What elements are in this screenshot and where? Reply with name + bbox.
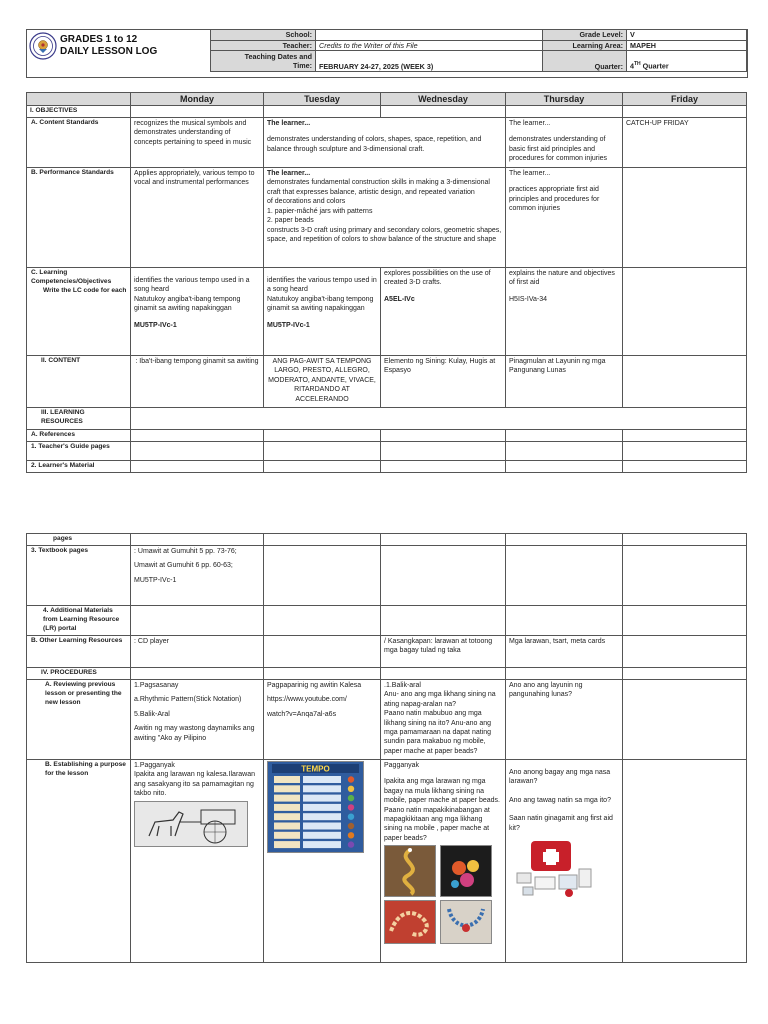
ps-thu-intro: The learner... bbox=[509, 170, 551, 178]
quarter-number: 4 bbox=[630, 61, 634, 71]
ps-tue-intro: The learner... bbox=[267, 170, 311, 178]
content-standards-label: A. Content Standards bbox=[27, 118, 131, 168]
cs-tue-intro: The learner... bbox=[267, 120, 311, 128]
tempo-animal-icon bbox=[348, 776, 354, 782]
other-resources-label: B. Other Learning Resources bbox=[27, 635, 131, 667]
day-header-tuesday: Tuesday bbox=[264, 93, 381, 106]
lesson-table-page-1 bbox=[26, 92, 747, 473]
tempo-term-box bbox=[274, 822, 300, 829]
rv-tue-link-1[interactable]: https://www.youtube.com/ bbox=[267, 696, 347, 704]
tb-mon-line-1: : Umawit at Gumuhit 5 pp. 73-76; bbox=[134, 547, 237, 555]
paper-beads-image bbox=[384, 900, 436, 944]
quarter-value bbox=[627, 51, 747, 72]
document-title bbox=[60, 34, 157, 58]
content-monday: : Iba't-ibang tempong ginamit sa awiting bbox=[131, 356, 264, 408]
kalesa-image bbox=[134, 801, 248, 847]
teachers-guide-label: 1. Teacher's Guide pages bbox=[27, 441, 131, 460]
pu-wed-line-3: Paano natin mapakikinabangan at mapagkikitaan ang mga likhang sining na mobile , paper mache at paper beads? bbox=[384, 806, 490, 842]
tempo-animal-icon bbox=[348, 832, 354, 838]
first-aid-kit-image bbox=[509, 835, 599, 901]
tempo-chart-image bbox=[267, 761, 364, 853]
area-value: MAPEH bbox=[627, 40, 747, 51]
cs-monday: recognizes the musical symbols and demonstrates understanding of concepts pertaining to speed in music bbox=[131, 118, 264, 168]
tempo-desc-box bbox=[303, 822, 341, 829]
lc-thu-line-1: explains the nature and objectives of first aid bbox=[509, 270, 615, 287]
cs-friday: CATCH-UP FRIDAY bbox=[623, 118, 747, 168]
rv-mon-line-1: 1.Pagsasanay bbox=[134, 681, 179, 689]
rv-wed-line-1: .1.Balik-aral bbox=[384, 681, 421, 689]
tempo-animal-icon bbox=[348, 795, 354, 801]
competencies-label bbox=[27, 268, 131, 356]
pu-mon-line-2: Ipakita ang larawan ng kalesa.Ilarawan ang sasakyang ito sa pamamagitan ng takbo nito. bbox=[134, 771, 256, 798]
reviewing-label: A. Reviewing previous lesson or presenting the new lesson bbox=[27, 679, 131, 759]
tempo-desc-box bbox=[303, 813, 341, 820]
pu-thu-line-3: Saan natin ginagamit ang first aid kit? bbox=[509, 815, 613, 832]
quarter-label: Quarter: bbox=[543, 51, 627, 72]
school-value bbox=[316, 30, 543, 41]
lesson-table-page-2 bbox=[26, 533, 747, 963]
tempo-term-box bbox=[274, 794, 300, 801]
grade-label: Grade Level: bbox=[543, 30, 627, 41]
content-tuesday: ANG PAG-AWIT SA TEMPONG LARGO, PRESTO, ALLEGRO, MODERATO, ANDANTE, VIVACE, RITARDANDO AT ACCELERANDO bbox=[264, 356, 381, 408]
competencies-line-1: C. Learning Competencies/Objectives bbox=[31, 269, 112, 285]
textbook-monday bbox=[131, 545, 264, 605]
tempo-desc-box bbox=[303, 832, 341, 839]
purpose-monday bbox=[131, 759, 264, 962]
ps-tue-line-2: demonstrates fundamental construction skills in making a 3-dimensional craft that expresses balance, artistic design, and repeated variation bbox=[267, 179, 490, 196]
lc-mon-line-2: Natutukoy angiba't-ibang tempong ginamit sa awiting napakinggan bbox=[134, 295, 241, 313]
ps-thu-text: practices appropriate first aid principles and procedures for common injuries bbox=[509, 186, 600, 213]
ps-tue-line-4: 1. papier-mâché jars with patterns bbox=[267, 207, 373, 215]
title-line-1: GRADES 1 to 12 bbox=[60, 34, 138, 45]
purpose-wednesday bbox=[381, 759, 506, 962]
rv-wed-line-2: Anu- ano ang mga likhang sining na ating napag-aralan na? bbox=[384, 691, 496, 708]
corner-cell bbox=[27, 93, 131, 106]
lc-tue-line-1: identifies the various tempo used in a song heard bbox=[267, 277, 377, 294]
review-monday bbox=[131, 679, 264, 759]
lc-tue-code: MU5TP-IVc-1 bbox=[267, 321, 310, 329]
textbook-label: 3. Textbook pages bbox=[27, 545, 131, 605]
tempo-desc-box bbox=[303, 841, 341, 848]
day-header-monday: Monday bbox=[131, 93, 264, 106]
rv-tue-line-1: Pagpaparinig ng awitin Kalesa bbox=[267, 681, 362, 689]
lc-wed-line-1: explores possibilities on the use of created 3-D crafts. bbox=[384, 270, 491, 287]
purpose-thursday bbox=[506, 759, 623, 962]
pages-label: pages bbox=[27, 534, 131, 546]
quarter-sup: TH bbox=[634, 61, 641, 68]
pu-thu-line-2: Ano ang tawag natin sa mga ito? bbox=[509, 796, 611, 804]
review-tuesday bbox=[264, 679, 381, 759]
tempo-desc-box bbox=[303, 804, 341, 811]
tempo-desc-box bbox=[303, 794, 341, 801]
ps-tue-line-3: of decorations and colors bbox=[267, 198, 346, 206]
lc-thursday bbox=[506, 268, 623, 356]
content-heading: II. CONTENT bbox=[27, 356, 131, 408]
tempo-chart-title: TEMPO bbox=[301, 764, 330, 774]
quarter-suffix: Quarter bbox=[640, 61, 669, 71]
pu-mon-line-1: 1.Pagganyak bbox=[134, 761, 175, 769]
lc-wednesday bbox=[381, 268, 506, 356]
tempo-desc-box bbox=[303, 785, 341, 792]
tempo-term-box bbox=[274, 841, 300, 848]
objectives-heading: I. OBJECTIVES bbox=[27, 106, 131, 118]
cs-tuesday-wednesday bbox=[264, 118, 506, 168]
pu-wed-line-2: Ipakita ang mga larawan ng mga bagay na mula likhang sining na mobile, paper mache at paper beads. bbox=[384, 778, 500, 805]
dates-label-line-2: Time: bbox=[292, 61, 312, 71]
rv-wed-line-3: Paano natin mabubuo ang mga likhang sining na ito? Anu-ano ang mga pamamaraan na dapat nating sundin para makabuo ng mobile, paper mache at paper beads? bbox=[384, 710, 492, 755]
pu-thu-line-1: Ano anong bagay ang mga nasa larawan? bbox=[509, 768, 611, 786]
tempo-term-box bbox=[274, 832, 300, 839]
olr-monday: : CD player bbox=[131, 635, 264, 667]
tempo-animal-icon bbox=[348, 813, 354, 819]
day-header-thursday: Thursday bbox=[506, 93, 623, 106]
tempo-term-box bbox=[274, 813, 300, 820]
references-label: A. References bbox=[27, 430, 131, 442]
learning-resources-heading: III. LEARNING RESOURCES bbox=[27, 408, 131, 430]
tb-mon-line-2: Umawit at Gumuhit 6 pp. 60-63; bbox=[134, 562, 233, 570]
grade-value: V bbox=[627, 30, 747, 41]
school-label: School: bbox=[211, 30, 316, 41]
bead-necklace-image bbox=[440, 900, 492, 944]
rv-mon-line-2: a.Rhythmic Pattern(Stick Notation) bbox=[134, 696, 242, 704]
review-thursday: Ano ano ang layunin ng pangunahing lunas? bbox=[506, 679, 623, 759]
lc-mon-line-1: identifies the various tempo used in a song heard bbox=[134, 277, 250, 294]
teacher-value: Credits to the Writer of this File bbox=[316, 40, 543, 51]
mobile-craft-image bbox=[384, 845, 436, 897]
additional-materials-label: 4. Additional Materials from Learning Resource (LR) portal bbox=[27, 605, 131, 635]
crafts-images-row-2 bbox=[384, 900, 502, 944]
performance-standards-label: B. Performance Standards bbox=[27, 168, 131, 268]
tempo-term-box bbox=[274, 804, 300, 811]
olr-thursday: Mga larawan, tsart, meta cards bbox=[506, 635, 623, 667]
purpose-label: B. Establishing a purpose for the lesson bbox=[27, 759, 131, 962]
content-thursday: Pinagmulan at Layunin ng mga Pangunang Lunas bbox=[506, 356, 623, 408]
tempo-desc-box bbox=[303, 776, 341, 783]
cs-thursday bbox=[506, 118, 623, 168]
tempo-animal-icon bbox=[348, 804, 354, 810]
tempo-term-box bbox=[274, 785, 300, 792]
teacher-label: Teacher: bbox=[211, 40, 316, 51]
lc-wed-code: A5EL-IVc bbox=[384, 295, 415, 303]
procedures-heading: IV. PROCEDURES bbox=[27, 667, 131, 679]
lc-mon-code: MU5TP-IVc-1 bbox=[134, 321, 177, 329]
area-label: Learning Area: bbox=[543, 40, 627, 51]
tb-mon-line-3: MU5TP-IVc-1 bbox=[134, 576, 177, 584]
cs-tue-text: demonstrates understanding of colors, shapes, space, repetition, and balance through sculpture and 3-dimensional craft. bbox=[267, 136, 482, 153]
rv-tue-link-2[interactable]: watch?v=Anqa7al-a6s bbox=[267, 710, 337, 718]
ps-tuesday-wednesday bbox=[264, 168, 506, 268]
rv-mon-line-4: Awitin ng may wastong daynamiks ang awiting "Ako ay Pilipino bbox=[134, 725, 255, 742]
deped-seal-icon bbox=[29, 32, 57, 60]
lc-tuesday bbox=[264, 268, 381, 356]
olr-wednesday: / Kasangkapan: larawan at totoong mga bagay tulad ng taka bbox=[381, 635, 506, 667]
cs-thu-text: demonstrates understanding of basic first aid principles and procedures for common injuries bbox=[509, 136, 608, 163]
cs-thu-intro: The learner... bbox=[509, 120, 551, 128]
dates-value: FEBRUARY 24-27, 2025 (WEEK 3) bbox=[316, 51, 543, 72]
lc-thu-code: H5IS-IVa-34 bbox=[509, 295, 547, 303]
day-header-friday: Friday bbox=[623, 93, 747, 106]
learners-material-label: 2. Learner's Material bbox=[27, 460, 131, 472]
rv-mon-line-3: 5.Balik-Aral bbox=[134, 710, 170, 718]
title-line-2: DAILY LESSON LOG bbox=[60, 46, 158, 57]
ps-thursday bbox=[506, 168, 623, 268]
ps-monday: Applies appropriately, various tempo to vocal and instrumental performances bbox=[131, 168, 264, 268]
tempo-animal-icon bbox=[348, 823, 354, 829]
crafts-images-row-1 bbox=[384, 845, 502, 897]
lc-monday bbox=[131, 268, 264, 356]
ps-tue-line-6: constructs 3-D craft using primary and secondary colors, geometric shapes, space, and repetition of colors to show balance of the structure and shape bbox=[267, 226, 502, 244]
header-table bbox=[210, 29, 747, 72]
dates-label bbox=[211, 51, 316, 72]
dates-label-line-1: Teaching Dates and bbox=[244, 52, 312, 62]
tempo-animal-icon bbox=[348, 841, 354, 847]
tempo-term-box bbox=[274, 776, 300, 783]
content-wednesday: Elemento ng Sining: Kulay, Hugis at Espasyo bbox=[381, 356, 506, 408]
day-header-wednesday: Wednesday bbox=[381, 93, 506, 106]
lc-tue-line-2: Natutukoy angiba't-ibang tempong ginamit sa awiting napakinggan bbox=[267, 295, 374, 313]
tempo-animal-icon bbox=[348, 785, 354, 791]
competencies-line-2: Write the LC code for each bbox=[43, 286, 127, 294]
purpose-tuesday bbox=[264, 759, 381, 962]
paper-mache-image bbox=[440, 845, 492, 897]
pu-wed-line-1: Pagganyak bbox=[384, 761, 420, 769]
review-wednesday bbox=[381, 679, 506, 759]
ps-tue-line-5: 2. paper beads bbox=[267, 217, 314, 225]
